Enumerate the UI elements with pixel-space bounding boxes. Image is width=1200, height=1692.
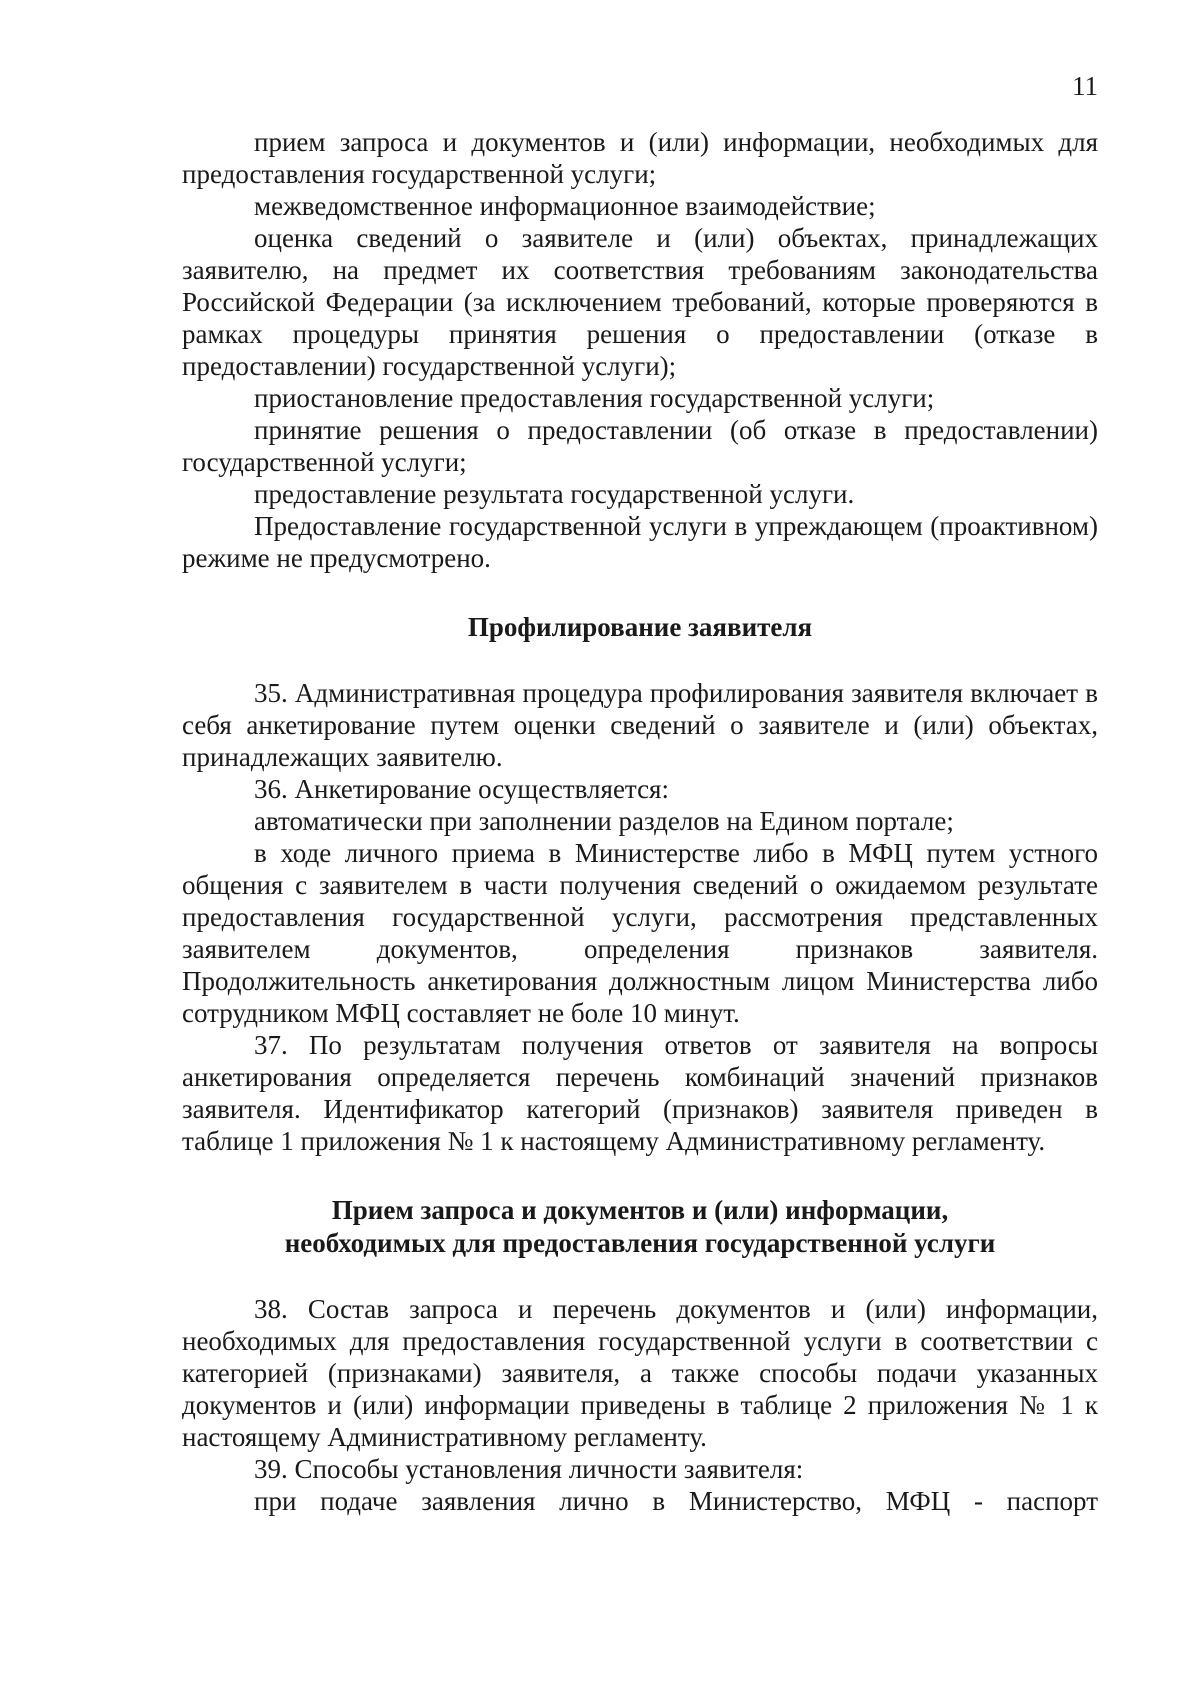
paragraph: межведомственное информационное взаимодействие; xyxy=(254,191,876,221)
paragraph-38: 38. Состав запроса и перечень документов и (или) информации, необходимых для предоставления государственной услуги в соответствии с категорией (признаками) заявителя, а также способы подачи указанных документов и (или) информации приведены в таблице 2 приложения № 1 к настоящему Административному регламенту. xyxy=(182,1294,1098,1452)
paragraph: прием запроса и документов и (или) информации, необходимых для предоставления государственной услуги; xyxy=(182,127,1098,189)
paragraph-37: 37. По результатам получения ответов от заявителя на вопросы анкетирования определяется перечень комбинаций значений признаков заявителя. Идентификатор категорий (признаков) заявителя приведен в таблице 1 приложения № 1 к настоящему Административному регламенту. xyxy=(182,1030,1098,1156)
paragraph: автоматически при заполнении разделов на Едином портале; xyxy=(254,806,954,836)
paragraph: при подаче заявления лично в Министерство, МФЦ - паспорт xyxy=(254,1486,1098,1516)
section-heading-line: необходимых для предоставления государственной услуги xyxy=(284,1228,996,1258)
document-body xyxy=(182,126,1098,1517)
paragraph: предоставление результата государственной услуги. xyxy=(254,479,855,509)
paragraph: оценка сведений о заявителе и (или) объектах, принадлежащих заявителю, на предмет их соответствия требованиям законодательства Российской Федерации (за исключением требований, которые проверяются в рамках процедуры принятия решения о предоставлении (отказе в предоставлении) государственной услуги); xyxy=(182,223,1098,381)
paragraph: приостановление предоставления государственной услуги; xyxy=(254,383,935,413)
paragraph: Предоставление государственной услуги в упреждающем (проактивном) режиме не предусмотрено. xyxy=(182,511,1098,573)
paragraph: в ходе личного приема в Министерстве либо в МФЦ путем устного общения с заявителем в части получения сведений о ожидаемом результате предоставления государственной услуги, рассмотрения представленных заявителем документов, определения признаков заявителя. Продолжительность анкетирования должностным лицом Министерства либо сотрудником МФЦ составляет не боле 10 минут. xyxy=(182,838,1098,1028)
section-heading-request xyxy=(182,1194,1098,1260)
paragraph-36: 36. Анкетирование осуществляется: xyxy=(254,774,669,804)
paragraph-35: 35. Административная процедура профилирования заявителя включает в себя анкетирование путем оценки сведений о заявителе и (или) объектах, принадлежащих заявителю. xyxy=(182,678,1098,772)
section-heading-line: Прием запроса и документов и (или) информации, xyxy=(331,1195,949,1225)
section-heading-profiling: Профилирование заявителя xyxy=(467,612,813,642)
paragraph-39: 39. Способы установления личности заявителя: xyxy=(254,1454,804,1484)
page-number: 11 xyxy=(1072,71,1098,101)
paragraph: принятие решения о предоставлении (об отказе в предоставлении) государственной услуги; xyxy=(182,415,1098,477)
